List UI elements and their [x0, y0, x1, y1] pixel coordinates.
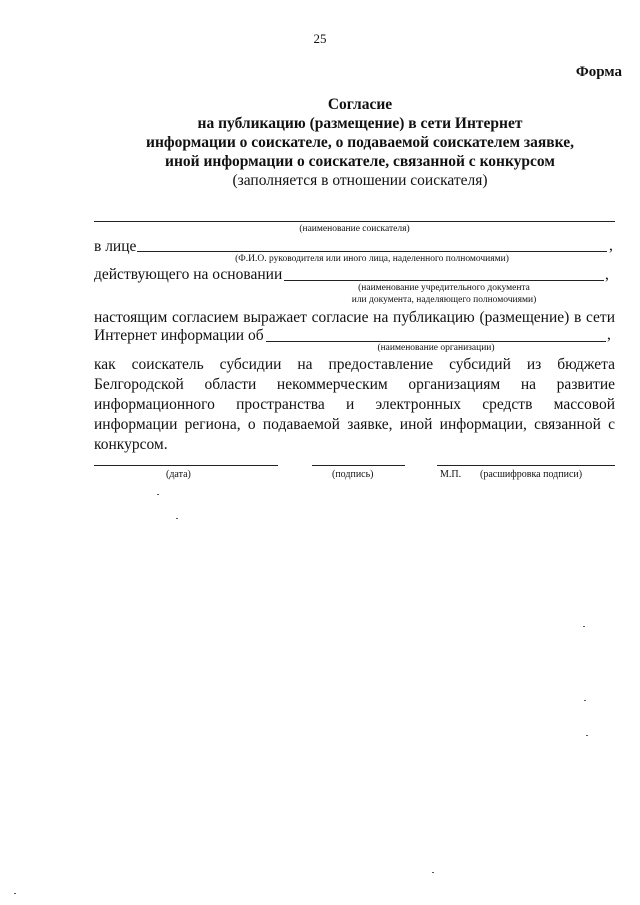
basis-document-line[interactable] — [284, 280, 604, 281]
title-note: (заполняется в отношении соискателя) — [232, 172, 488, 189]
consent-line-1: настоящим согласием выражает согласие на публикацию (размещение) в сети — [94, 309, 615, 326]
basis-hint-2: или документа, наделяющего полномочиями) — [351, 295, 537, 305]
stamp-label: М.П. — [440, 469, 462, 480]
consent-line-2-label: Интернет информации об — [94, 327, 264, 344]
title-line-1: Согласие — [327, 96, 393, 113]
scan-speck — [586, 735, 588, 736]
signature-decode-line[interactable] — [437, 465, 615, 466]
document-title — [90, 95, 630, 190]
person-name-line[interactable] — [137, 251, 607, 252]
page-number: 25 — [313, 31, 327, 46]
signature-label: (подпись) — [332, 469, 374, 480]
organization-hint: (наименование организации) — [377, 343, 495, 353]
applicant-name-line[interactable] — [94, 221, 615, 222]
scan-speck — [432, 872, 434, 873]
title-line-4: иной информации о соискателе, связанной с конкурсом — [165, 153, 555, 170]
form-label: Форма — [575, 64, 622, 80]
signature-line[interactable] — [312, 465, 405, 466]
applicant-hint: (наименование соискателя) — [299, 224, 410, 234]
date-line[interactable] — [94, 465, 278, 466]
basis-hint-1: (наименование учредительного документа — [358, 283, 530, 293]
signature-decode-label: (расшифровка подписи) — [480, 469, 583, 480]
person-comma: , — [609, 237, 613, 254]
scan-speck — [157, 494, 159, 495]
consent-paragraph: как соискатель субсидии на предоставление субсидий из бюджета Белгородской области некоммерческим организациям на развитие информационного пространства и электронных средств массовой информации региона, о подаваемой заявке, иной информации, связанной с конкурсом. — [94, 356, 615, 453]
scan-speck — [176, 518, 178, 519]
person-hint: (Ф.И.О. руководителя или иного лица, наделенного полномочиями) — [235, 254, 509, 264]
date-label: (дата) — [166, 469, 191, 480]
basis-label: действующего на основании — [94, 266, 283, 283]
basis-comma: , — [605, 266, 609, 283]
scan-speck — [584, 700, 586, 701]
scan-speck — [583, 626, 585, 627]
scan-speck — [14, 893, 16, 894]
organization-line[interactable] — [266, 341, 606, 342]
person-label: в лице — [94, 238, 137, 255]
title-line-2: на публикацию (размещение) в сети Интернет — [197, 115, 523, 132]
organization-comma: , — [607, 326, 611, 343]
title-line-3: информации о соискателе, о подаваемой соискателем заявке, — [146, 134, 574, 151]
